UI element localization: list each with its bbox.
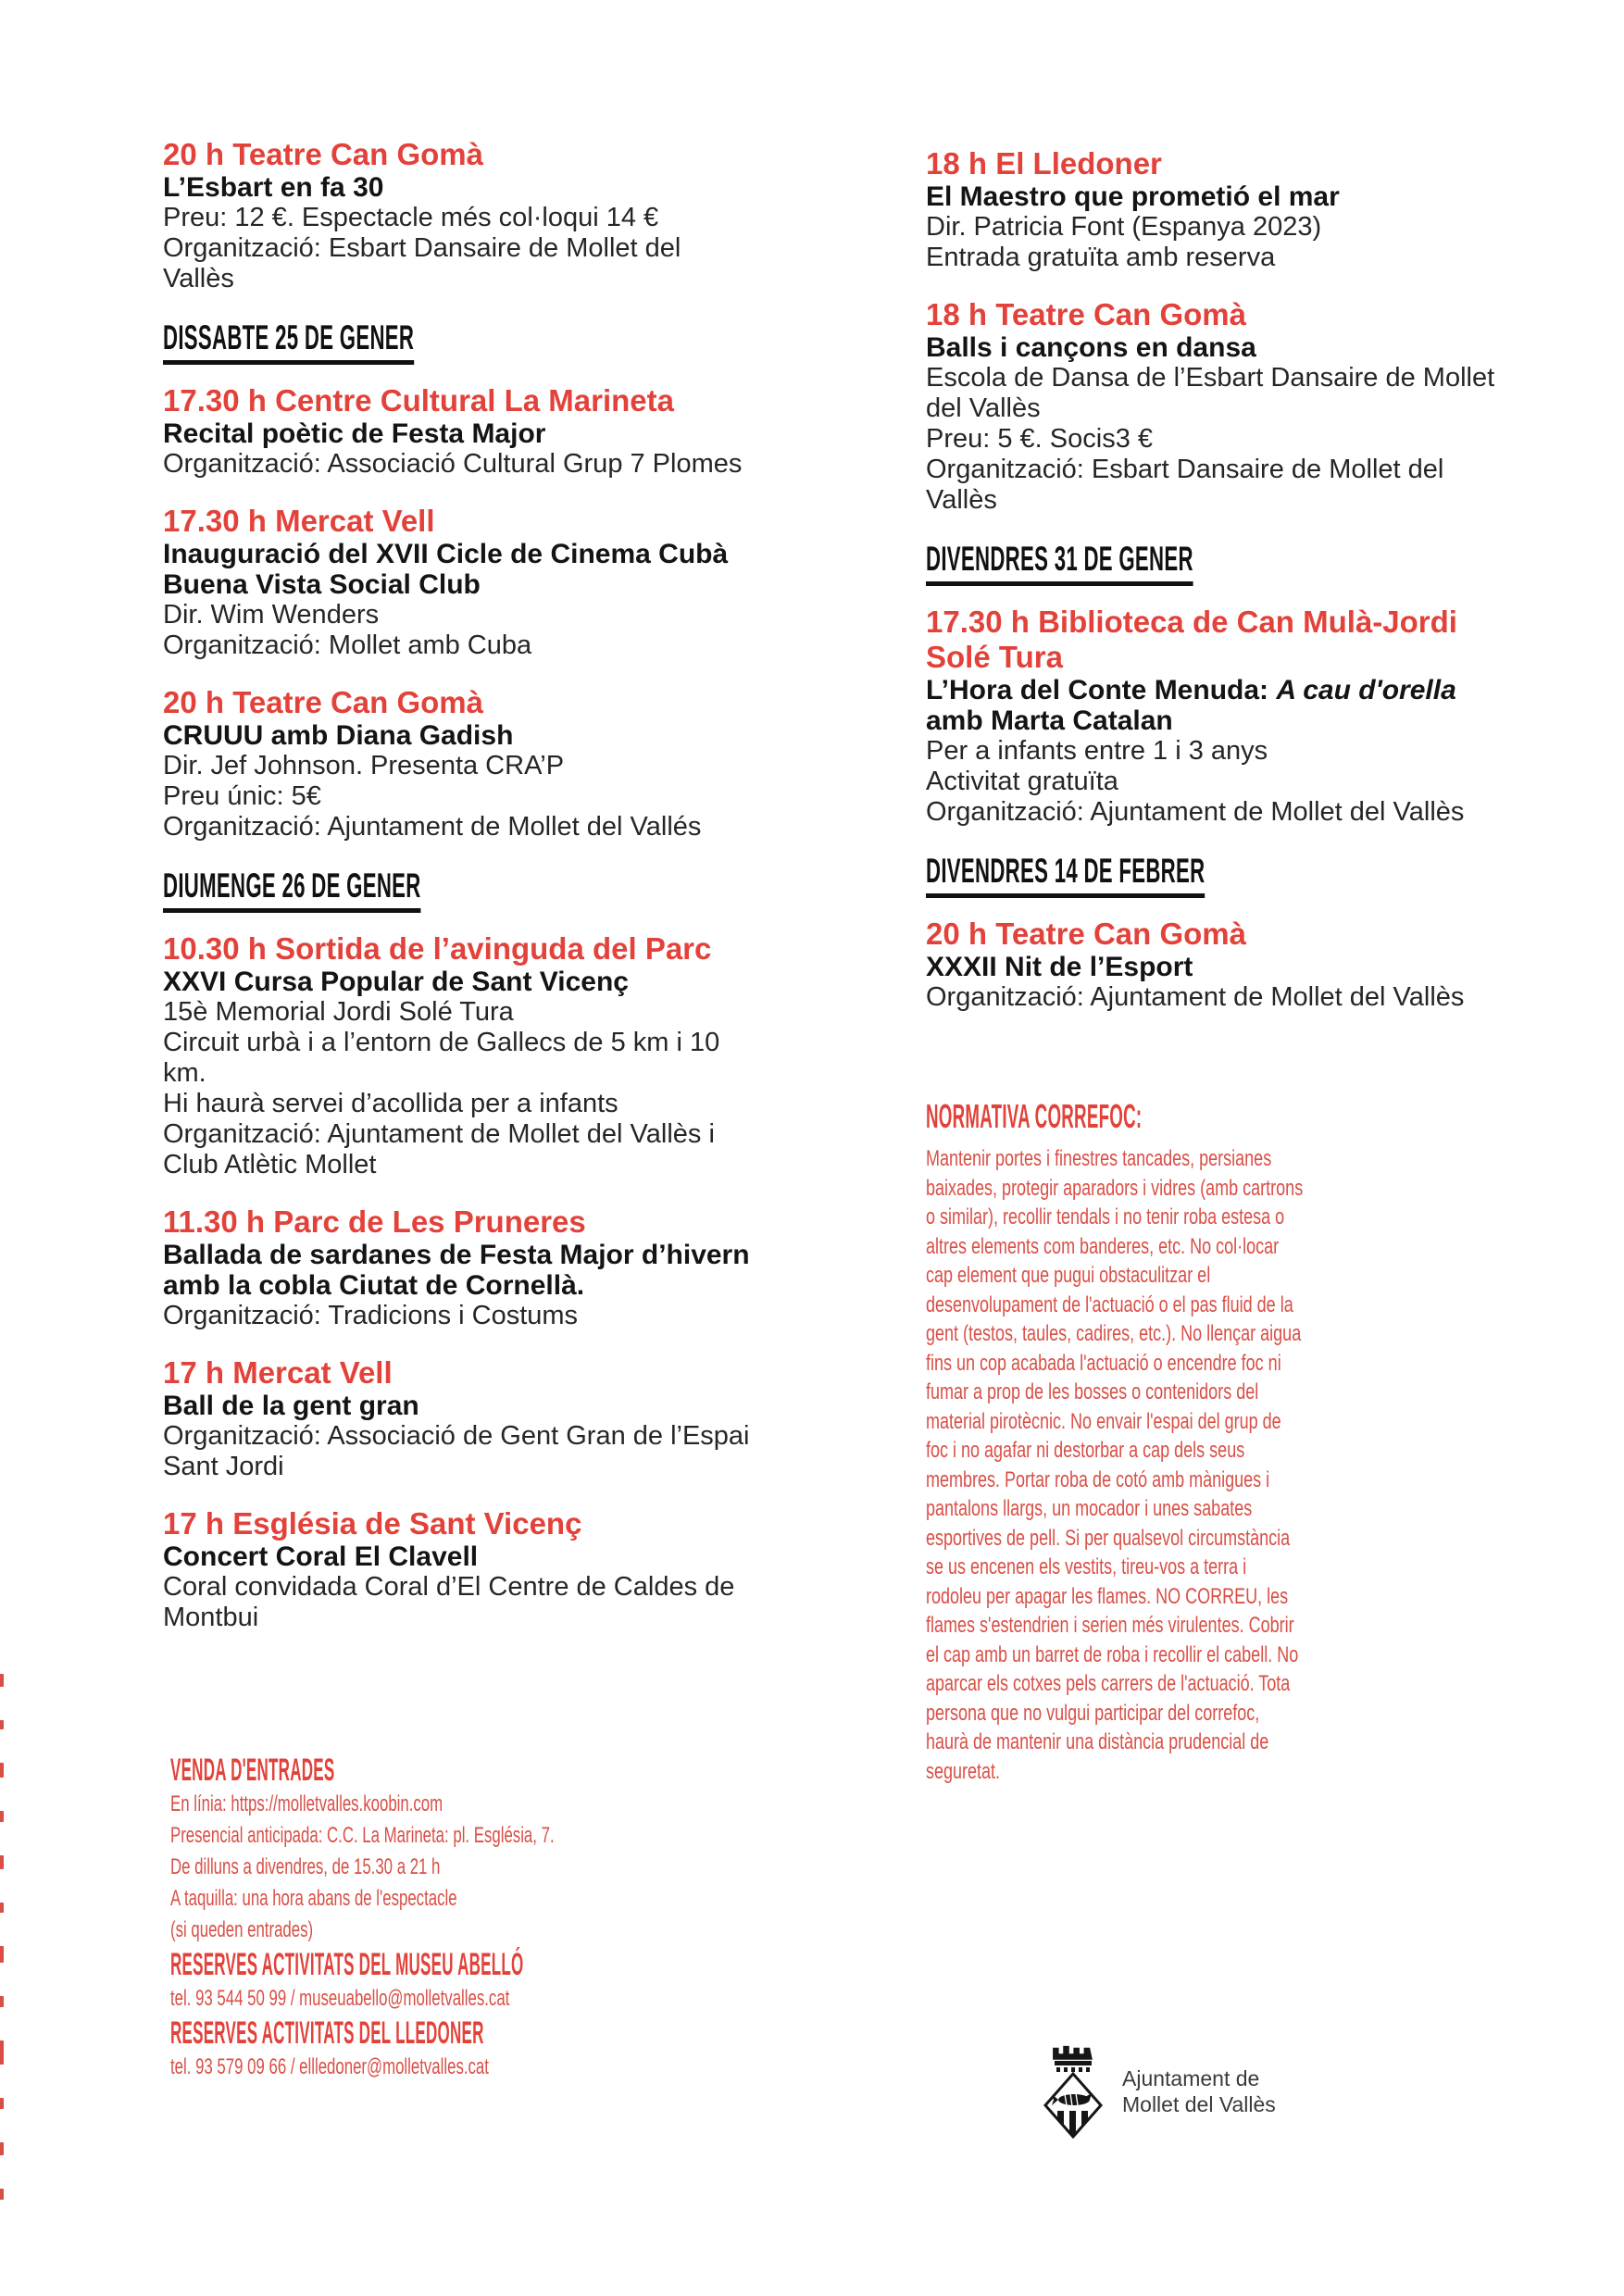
event-title: amb Marta Catalan xyxy=(926,705,1173,736)
date-section-header xyxy=(163,318,756,365)
event-block xyxy=(926,297,1518,516)
event-detail: Organització: Associació Cultural Grup 7 Plomes xyxy=(163,449,743,479)
event-detail: Entrada gratuïta amb reserva xyxy=(926,243,1276,272)
event-block xyxy=(163,1506,756,1633)
event-detail: Escola de Dansa de l’Esbart Dansaire de Mollet del Vallès xyxy=(926,363,1495,423)
event-time-venue: 20 h Teatre Can Gomà xyxy=(163,137,484,171)
event-title-italic: A cau d'orella xyxy=(1276,675,1456,705)
event-detail: Dir. Patricia Font (Espanya 2023) xyxy=(926,212,1322,242)
correfoc-rules-line: membres. Portar roba de cotó amb mànigues i xyxy=(926,1466,1270,1492)
event-time-venue: 18 h El Lledoner xyxy=(926,146,1162,181)
event-block xyxy=(163,685,756,842)
museum-reservations-contact: tel. 93 544 50 99 / museuabello@molletvalles.cat xyxy=(170,1986,510,2011)
event-title: Inauguració del XVII Cicle de Cinema Cubà Buena Vista Social Club xyxy=(163,539,729,600)
correfoc-rules-line: persona que no vulgui participar del correfoc, xyxy=(926,1700,1260,1726)
event-detail: Circuit urbà i a l’entorn de Gallecs de 5 km i 10 km. xyxy=(163,1028,720,1088)
museum-reservations-title: RESERVES ACTIVITATS DEL MUSEU ABELLÓ xyxy=(170,1947,524,1982)
event-detail: Organització: Esbart Dansaire de Mollet del Vallès xyxy=(163,233,681,293)
event-block xyxy=(926,917,1518,1013)
ticket-sales-line: En línia: https://molletvalles.koobin.com xyxy=(170,1791,443,1816)
ticket-sales-line: De dilluns a divendres, de 15.30 a 21 h xyxy=(170,1854,441,1879)
date-section-title: DIVENDRES 14 DE FEBRER xyxy=(926,852,1205,898)
event-block xyxy=(926,146,1518,273)
ticket-sales-title: VENDA D'ENTRADES xyxy=(170,1753,335,1788)
event-title xyxy=(926,675,1518,705)
event-title-text: L’Hora del Conte Menuda: xyxy=(926,675,1277,705)
event-detail: Organització: Tradicions i Costums xyxy=(163,1301,579,1330)
event-detail: Coral convidada Coral d’El Centre de Caldes de Montbui xyxy=(163,1572,735,1632)
event-block xyxy=(163,1355,756,1482)
ticket-sales-line: Presencial anticipada: C.C. La Marineta: pl. Església, 7. xyxy=(170,1823,555,1848)
correfoc-rules-line: altres elements com banderes, etc. No col·locar xyxy=(926,1233,1280,1259)
event-title: Recital poètic de Festa Major xyxy=(163,418,546,449)
correfoc-rules-line: material pirotècnic. No envair l'espai del grup de xyxy=(926,1408,1281,1434)
event-detail: Dir. Jef Johnson. Presenta CRA’P xyxy=(163,751,565,780)
correfoc-rules-line: el cap amb un barret de roba i recollir el cabell. No xyxy=(926,1641,1299,1667)
ticket-sales-section xyxy=(170,1752,818,2083)
logo-org-line1: Ajuntament de xyxy=(1122,2066,1260,2090)
event-time-venue: 20 h Teatre Can Gomà xyxy=(163,685,484,719)
event-detail: Organització: Mollet amb Cuba xyxy=(163,630,532,660)
ticket-sales-line: (si queden entrades) xyxy=(170,1917,314,1942)
page-edge-clipped-text-fragments xyxy=(0,1674,6,2233)
correfoc-rules-line: gent (testos, taules, cadires, etc.). No llençar aigua xyxy=(926,1321,1302,1346)
event-detail: Organització: Ajuntament de Mollet del Vallés xyxy=(163,812,702,842)
correfoc-rules-line: aparcar els cotxes pels carrers de l'actuació. Tota xyxy=(926,1671,1291,1696)
event-time-venue: 10.30 h Sortida de l’avinguda del Parc xyxy=(163,931,712,966)
event-detail: Organització: Ajuntament de Mollet del Vallès i Club Atlètic Mollet xyxy=(163,1119,715,1179)
correfoc-rules-line: baixades, protegir aparadors i vidres (amb cartrons xyxy=(926,1175,1304,1201)
correfoc-rules-line: cap element que pugui obstaculitzar el xyxy=(926,1263,1211,1288)
date-section-title: DIUMENGE 26 DE GENER xyxy=(163,867,421,913)
event-block xyxy=(163,137,756,294)
event-detail: 15è Memorial Jordi Solé Tura xyxy=(163,997,514,1027)
correfoc-rules-line: desenvolupament de l'actuació o el pas fluid de la xyxy=(926,1292,1293,1317)
event-detail: Per a infants entre 1 i 3 anys xyxy=(926,736,1268,766)
correfoc-rules-line: esportives de pell. Si per qualsevol circumstància xyxy=(926,1525,1291,1551)
event-title: El Maestro que prometió el mar xyxy=(926,181,1340,212)
correfoc-rules-title: NORMATIVA CORREFOC: xyxy=(926,1097,1143,1135)
event-detail: Dir. Wim Wenders xyxy=(163,600,380,630)
event-title: Ball de la gent gran xyxy=(163,1391,419,1421)
event-detail: Preu únic: 5€ xyxy=(163,781,321,811)
date-section-header xyxy=(926,852,1518,898)
correfoc-rules-line: fumar a prop de les bosses o contenidors del xyxy=(926,1379,1259,1404)
event-block xyxy=(163,383,756,480)
logo-org-line2: Mollet del Vallès xyxy=(1122,2092,1276,2116)
event-time-venue: 11.30 h Parc de Les Pruneres xyxy=(163,1204,586,1239)
program-column-right xyxy=(926,146,1518,1786)
event-title: Balls i cançons en dansa xyxy=(926,332,1256,363)
event-block xyxy=(163,504,756,661)
date-section-title: DISSABTE 25 DE GENER xyxy=(163,318,414,365)
lledoner-reservations-title: RESERVES ACTIVITATS DEL LLEDONER xyxy=(170,2015,484,2051)
event-title: L’Esbart en fa 30 xyxy=(163,172,384,203)
date-section-header xyxy=(163,867,756,913)
event-time-venue: 17.30 h Biblioteca de Can Mulà-Jordi Solé Tura xyxy=(926,605,1457,674)
event-block xyxy=(926,605,1518,828)
event-time-venue: 20 h Teatre Can Gomà xyxy=(926,917,1247,951)
correfoc-rules-line: foc i no agafar ni destorbar a cap dels seus xyxy=(926,1438,1245,1463)
event-time-venue: 18 h Teatre Can Gomà xyxy=(926,297,1247,331)
event-title: XXVI Cursa Popular de Sant Vicenç xyxy=(163,967,629,997)
event-time-venue: 17.30 h Mercat Vell xyxy=(163,504,435,538)
event-detail: Preu: 5 €. Socis3 € xyxy=(926,424,1154,454)
event-block xyxy=(163,1204,756,1331)
correfoc-rules-line: flames s'estendrien i serien més virulentes. Cobrir xyxy=(926,1613,1294,1638)
event-title: Ballada de sardanes de Festa Major d’hivern amb la cobla Ciutat de Cornellà. xyxy=(163,1240,750,1301)
correfoc-rules-line: se us encenen els vestits, tireu-vos a terra i xyxy=(926,1554,1247,1579)
event-time-venue: 17.30 h Centre Cultural La Marineta xyxy=(163,383,674,418)
ticket-sales-line: A taquilla: una hora abans de l'espectacle xyxy=(170,1886,457,1911)
event-title: CRUUU amb Diana Gadish xyxy=(163,720,514,751)
correfoc-rules-line: rodoleu per apagar les flames. NO CORREU, les xyxy=(926,1583,1289,1609)
program-column-left xyxy=(163,137,756,1657)
event-detail: Preu: 12 €. Espectacle més col·loqui 14 € xyxy=(163,203,659,232)
event-detail: Organització: Ajuntament de Mollet del Vallès xyxy=(926,797,1465,827)
date-section-title: DIVENDRES 31 DE GENER xyxy=(926,540,1193,586)
correfoc-rules-line: Mantenir portes i finestres tancades, persianes xyxy=(926,1146,1272,1171)
correfoc-rules-line: pantalons llargs, un mocador i unes sabates xyxy=(926,1496,1253,1521)
event-detail: Hi haurà servei d’acollida per a infants xyxy=(163,1089,618,1118)
event-detail: Organització: Esbart Dansaire de Mollet del Vallès xyxy=(926,455,1444,515)
correfoc-rules-section xyxy=(926,1098,1518,1786)
correfoc-rules-line: o similar), recollir tendals i no tenir roba estesa o xyxy=(926,1204,1285,1229)
event-block xyxy=(163,931,756,1180)
event-title: XXXII Nit de l’Esport xyxy=(926,952,1193,982)
event-title: Concert Coral El Clavell xyxy=(163,1541,479,1572)
correfoc-rules-line: seguretat. xyxy=(926,1758,1001,1784)
correfoc-rules-line: fins un cop acabada l'actuació o encendre foc ni xyxy=(926,1350,1281,1376)
city-council-logo xyxy=(1039,2044,1276,2139)
event-detail: Organització: Associació de Gent Gran de l’Espai Sant Jordi xyxy=(163,1421,750,1481)
event-detail: Organització: Ajuntament de Mollet del Vallès xyxy=(926,982,1465,1012)
lledoner-reservations-contact: tel. 93 579 09 66 / ellledoner@molletvalles.cat xyxy=(170,2054,489,2079)
event-detail: Activitat gratuïta xyxy=(926,767,1118,796)
coat-of-arms-icon xyxy=(1039,2044,1107,2139)
correfoc-rules-line: haurà de mantenir una distància prudencial de xyxy=(926,1729,1269,1754)
date-section-header xyxy=(926,540,1518,586)
event-time-venue: 17 h Mercat Vell xyxy=(163,1355,393,1390)
event-time-venue: 17 h Església de Sant Vicenç xyxy=(163,1506,582,1541)
